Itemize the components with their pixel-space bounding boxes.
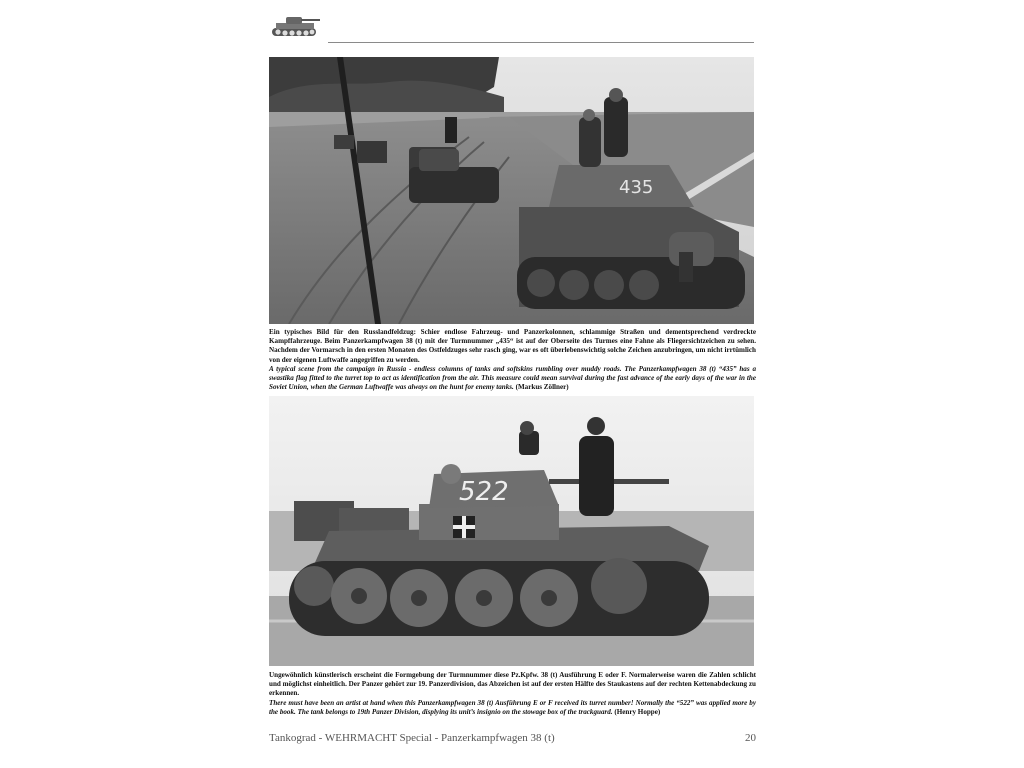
photo-credit: (Henry Hoppe) — [614, 707, 661, 716]
caption-english: A typical scene from the campaign in Russia - endless columns of tanks and softskins rumbling over muddy roads. The Panzerkampfwagen 38 (t) “435” has a swastika flag fitted to the turret top to act as identification from the air. This measure could mean survival during the fast advance of the early days of the war in the Soviet Union, when the German Luftwaffe was always on the hunt for enemy tanks. — [269, 364, 756, 392]
turret-number-522: 522 — [459, 477, 509, 507]
tank-column-photo — [269, 57, 754, 324]
photo-caption — [269, 328, 756, 392]
turret-number-435: 435 — [619, 177, 654, 198]
photo-credit: (Markus Zöllner) — [515, 383, 569, 392]
caption-german: Ein typisches Bild für den Russlandfeldzug: Schier endlose Fahrzeug- und Panzerkolonnen, schlammige Straßen und dementsprechend verdreckte Kampffahrzeuge. Beim Panzerkampfwagen 38 (t) mit der Turmnummer „435“ ist auf der Oberseite des Turmes eine Fahne als Fliegersichtzeichen zu sehen. Nachdem der Vormarsch in den ersten Monaten des Ostfeldzuges sehr rasch ging, war es oft überlebenswichtig solche Zeichen anzubringen, um nicht irrtümlich von der eigenen Luftwaffe angegriffen zu werden. — [269, 328, 756, 364]
tank-logo-icon — [268, 12, 324, 42]
page-footer: Tankograd - WEHRMACHT Special - Panzerkampfwagen 38 (t) — [269, 732, 555, 744]
caption-english: There must have been an artist at hand when this Panzerkampfwagen 38 (t) Ausführung E or F received its turret number! Normally the “522” was applied more by the book. The tank belongs to 19th Panzer Division, displying its unit’s insignio on the stowage box of the trackguard. — [269, 698, 756, 716]
page-number: 20 — [745, 732, 756, 744]
tank-522-photo — [269, 396, 754, 666]
photo-caption — [269, 671, 756, 717]
header-rule — [328, 42, 754, 43]
caption-german: Ungewöhnlich künstlerisch erscheint die Formgebung der Turmnummer diese Pz.Kpfw. 38 (t) Ausführung E oder F. Normalerweise waren die Zahlen schlicht und möglichst einheitlich. Der Panzer gehört zur 19. Panzerdivision, das Abzeichen ist auf der ersten Hälfte des Staukastens auf der rechten Kettenabdeckung zu erkennen. — [269, 671, 756, 698]
